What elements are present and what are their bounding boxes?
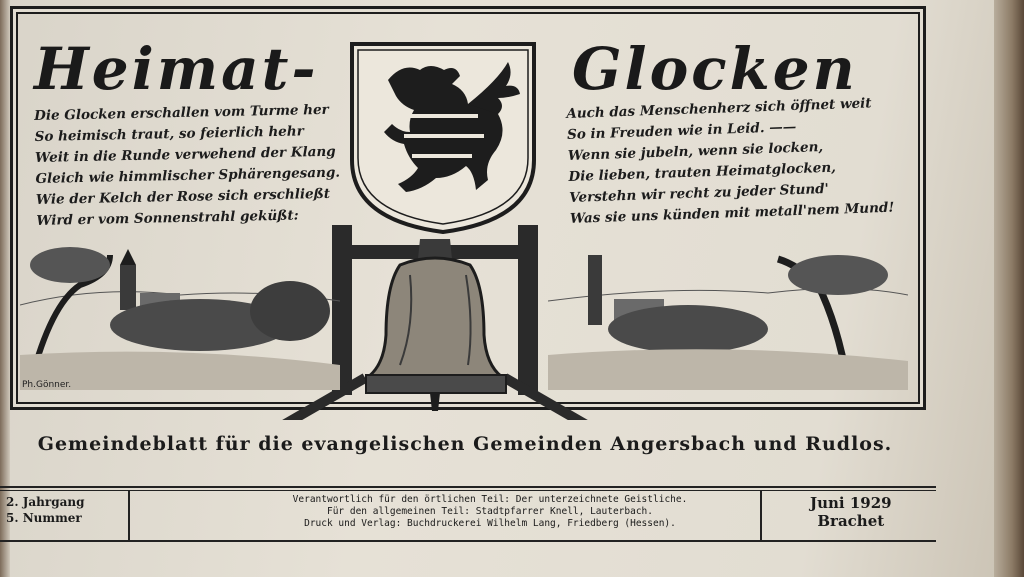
verse-line: Die lieben, trauten Heimatglocken, <box>568 159 837 185</box>
masthead-title-right: Glocken <box>572 35 858 103</box>
page-right-edge <box>994 0 1024 577</box>
old-month-label: Brachet <box>817 512 885 530</box>
verse-line: So heimisch traut, so feierlich hehr <box>34 123 304 145</box>
footer-bottom-rule <box>0 540 936 542</box>
verse-line: Auch das Menschenherz sich öffnet weit <box>566 95 872 122</box>
lion-crest-icon <box>348 40 538 236</box>
number-label: 5. Nummer <box>6 511 82 525</box>
verse-line: Wenn sie jubeln, wenn sie locken, <box>567 139 824 164</box>
verse-line: Weit in die Runde verwehend der Klang <box>34 143 336 166</box>
verse-line: Die Glocken erschallen vom Turme her <box>34 101 329 124</box>
footer-divider-left <box>128 490 130 540</box>
verse-line: Verstehn wir recht zu jeder Stund' <box>569 180 830 206</box>
verse-line: So in Freuden wie in Leid. —— <box>566 118 797 143</box>
date-label: Juni 1929 <box>810 494 892 512</box>
publication-subtitle: Gemeindeblatt für die evangelischen Gemeinden Angersbach und Rudlos. <box>37 433 893 455</box>
imprint-printer: Druck und Verlag: Buchdruckerei Wilhelm Lang, Friedberg (Hessen). <box>304 518 676 529</box>
verse-line: Wie der Kelch der Rose sich erschließt <box>35 185 331 208</box>
volume-label: 2. Jahrgang <box>6 495 85 509</box>
masthead-title-left: Heimat- <box>34 35 319 103</box>
footer-top-rule <box>0 486 936 488</box>
imprint <box>230 494 750 530</box>
village-landscape-left <box>20 245 340 390</box>
artist-signature: Ph.Gönner. <box>22 380 72 390</box>
footer-top-rule-thin <box>0 490 936 491</box>
village-landscape-right <box>548 245 908 390</box>
footer-divider-right <box>760 490 762 540</box>
issue-info <box>6 494 85 526</box>
issue-date <box>810 494 892 530</box>
imprint-local: Verantwortlich für den örtlichen Teil: Der unterzeichnete Geistliche. <box>292 494 688 505</box>
imprint-general: Für den allgemeinen Teil: Stadtpfarrer Knell, Lauterbach. <box>326 506 653 517</box>
verse-left <box>34 100 341 232</box>
verse-right <box>566 93 895 230</box>
verse-line: Gleich wie himmlischer Sphärengesang. <box>35 164 341 187</box>
verse-line: Wird er vom Sonnenstrahl geküßt: <box>36 207 299 229</box>
verse-line: Was sie uns künden mit metall'nem Mund! <box>569 199 895 227</box>
